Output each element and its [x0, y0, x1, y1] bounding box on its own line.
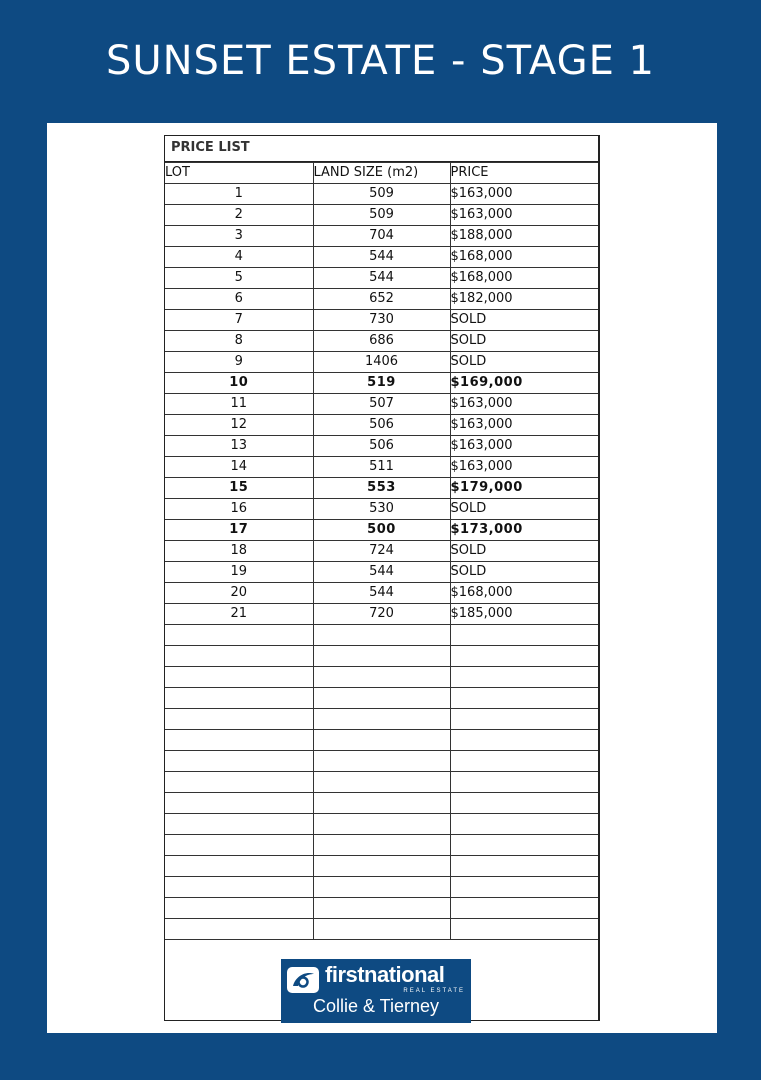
- land-size-cell: 507: [313, 394, 450, 415]
- lot-cell: 3: [165, 226, 313, 247]
- column-header-land-size: LAND SIZE (m2): [313, 163, 450, 184]
- empty-cell: [165, 877, 313, 898]
- lot-cell: 19: [165, 562, 313, 583]
- lot-cell: 15: [165, 478, 313, 499]
- table-row: [165, 331, 598, 352]
- price-cell: SOLD: [450, 331, 598, 352]
- price-cell: $163,000: [450, 184, 598, 205]
- table-row: [165, 583, 598, 604]
- lot-cell: 11: [165, 394, 313, 415]
- lot-cell: 16: [165, 499, 313, 520]
- empty-cell: [450, 814, 598, 835]
- table-row: [165, 310, 598, 331]
- land-size-cell: 724: [313, 541, 450, 562]
- empty-cell: [165, 709, 313, 730]
- logo-office-name: Collie & Tierney: [312, 996, 440, 1016]
- empty-table-row: [165, 814, 598, 835]
- price-cell: $168,000: [450, 247, 598, 268]
- page-title: SUNSET ESTATE - STAGE 1: [105, 38, 656, 84]
- land-size-cell: 704: [313, 226, 450, 247]
- price-cell: $163,000: [450, 457, 598, 478]
- empty-table-row: [165, 730, 598, 751]
- empty-cell: [313, 877, 450, 898]
- price-list-heading: PRICE LIST: [165, 136, 598, 162]
- lot-cell: 10: [165, 373, 313, 394]
- table-row: [165, 205, 598, 226]
- table-row: [165, 352, 598, 373]
- land-size-cell: 730: [313, 310, 450, 331]
- empty-cell: [450, 856, 598, 877]
- price-cell: SOLD: [450, 562, 598, 583]
- empty-table-row: [165, 856, 598, 877]
- lot-cell: 9: [165, 352, 313, 373]
- empty-cell: [313, 772, 450, 793]
- empty-cell: [165, 835, 313, 856]
- land-size-cell: 652: [313, 289, 450, 310]
- land-size-cell: 500: [313, 520, 450, 541]
- empty-cell: [450, 772, 598, 793]
- table-row: [165, 415, 598, 436]
- firstnational-swirl-icon: [287, 967, 319, 993]
- lot-cell: 6: [165, 289, 313, 310]
- lot-cell: 8: [165, 331, 313, 352]
- price-rows: [165, 184, 598, 940]
- land-size-cell: 519: [313, 373, 450, 394]
- lot-cell: 7: [165, 310, 313, 331]
- land-size-cell: 509: [313, 205, 450, 226]
- empty-cell: [313, 793, 450, 814]
- empty-cell: [450, 646, 598, 667]
- price-cell: SOLD: [450, 541, 598, 562]
- lot-cell: 21: [165, 604, 313, 625]
- table-row: [165, 604, 598, 625]
- table-row: [165, 436, 598, 457]
- table-row: [165, 520, 598, 541]
- table-row: [165, 499, 598, 520]
- empty-table-row: [165, 751, 598, 772]
- empty-cell: [450, 751, 598, 772]
- lot-cell: 18: [165, 541, 313, 562]
- logo-subtitle: REAL ESTATE: [403, 988, 465, 994]
- empty-cell: [450, 688, 598, 709]
- table-row: [165, 247, 598, 268]
- price-list-sheet: [164, 135, 600, 1021]
- land-size-cell: 544: [313, 268, 450, 289]
- empty-table-row: [165, 877, 598, 898]
- empty-cell: [313, 856, 450, 877]
- empty-table-row: [165, 667, 598, 688]
- price-cell: SOLD: [450, 499, 598, 520]
- empty-cell: [450, 835, 598, 856]
- land-size-cell: 509: [313, 184, 450, 205]
- empty-cell: [165, 625, 313, 646]
- lot-cell: 2: [165, 205, 313, 226]
- price-cell: $185,000: [450, 604, 598, 625]
- empty-cell: [165, 856, 313, 877]
- price-cell: $168,000: [450, 268, 598, 289]
- price-table: [165, 162, 598, 940]
- empty-cell: [313, 667, 450, 688]
- lot-cell: 14: [165, 457, 313, 478]
- logo-brand-text: firstnational: [325, 962, 445, 987]
- price-cell: $179,000: [450, 478, 598, 499]
- price-cell: $173,000: [450, 520, 598, 541]
- empty-cell: [165, 751, 313, 772]
- empty-cell: [313, 688, 450, 709]
- table-row: [165, 457, 598, 478]
- empty-cell: [450, 730, 598, 751]
- table-row: [165, 289, 598, 310]
- empty-table-row: [165, 709, 598, 730]
- empty-cell: [313, 730, 450, 751]
- empty-cell: [165, 667, 313, 688]
- price-cell: $168,000: [450, 583, 598, 604]
- empty-cell: [165, 646, 313, 667]
- table-row: [165, 184, 598, 205]
- land-size-cell: 720: [313, 604, 450, 625]
- price-cell: SOLD: [450, 352, 598, 373]
- empty-cell: [450, 877, 598, 898]
- empty-table-row: [165, 688, 598, 709]
- empty-cell: [313, 835, 450, 856]
- land-size-cell: 1406: [313, 352, 450, 373]
- empty-cell: [450, 667, 598, 688]
- table-row: [165, 562, 598, 583]
- header-row: [165, 163, 598, 184]
- empty-cell: [313, 814, 450, 835]
- price-cell: $163,000: [450, 415, 598, 436]
- empty-cell: [450, 793, 598, 814]
- empty-cell: [313, 709, 450, 730]
- table-row: [165, 373, 598, 394]
- empty-cell: [313, 919, 450, 940]
- empty-table-row: [165, 646, 598, 667]
- land-size-cell: 544: [313, 562, 450, 583]
- lot-cell: 17: [165, 520, 313, 541]
- empty-cell: [165, 814, 313, 835]
- price-cell: $163,000: [450, 394, 598, 415]
- firstnational-logo: [281, 959, 471, 1023]
- land-size-cell: 511: [313, 457, 450, 478]
- lot-cell: 20: [165, 583, 313, 604]
- empty-cell: [450, 625, 598, 646]
- empty-cell: [450, 919, 598, 940]
- price-cell: $188,000: [450, 226, 598, 247]
- land-size-cell: 506: [313, 436, 450, 457]
- price-cell: SOLD: [450, 310, 598, 331]
- lot-cell: 12: [165, 415, 313, 436]
- empty-cell: [450, 898, 598, 919]
- land-size-cell: 544: [313, 247, 450, 268]
- empty-cell: [165, 772, 313, 793]
- land-size-cell: 530: [313, 499, 450, 520]
- lot-cell: 4: [165, 247, 313, 268]
- empty-cell: [165, 898, 313, 919]
- empty-cell: [165, 730, 313, 751]
- land-size-cell: 686: [313, 331, 450, 352]
- land-size-cell: 544: [313, 583, 450, 604]
- lot-cell: 1: [165, 184, 313, 205]
- table-row: [165, 226, 598, 247]
- empty-cell: [450, 709, 598, 730]
- land-size-cell: 506: [313, 415, 450, 436]
- lot-cell: 13: [165, 436, 313, 457]
- column-header-lot: LOT: [165, 163, 313, 184]
- empty-cell: [165, 793, 313, 814]
- price-cell: $182,000: [450, 289, 598, 310]
- price-list-panel: [47, 123, 717, 1033]
- empty-cell: [313, 646, 450, 667]
- column-header-price: PRICE: [450, 163, 598, 184]
- empty-cell: [313, 751, 450, 772]
- empty-cell: [165, 919, 313, 940]
- table-row: [165, 541, 598, 562]
- empty-table-row: [165, 898, 598, 919]
- price-cell: $163,000: [450, 205, 598, 226]
- logo-area: [165, 949, 598, 1022]
- price-cell: $163,000: [450, 436, 598, 457]
- land-size-cell: 553: [313, 478, 450, 499]
- table-row: [165, 478, 598, 499]
- empty-table-row: [165, 835, 598, 856]
- table-row: [165, 268, 598, 289]
- empty-table-row: [165, 793, 598, 814]
- lot-cell: 5: [165, 268, 313, 289]
- empty-table-row: [165, 772, 598, 793]
- table-row: [165, 394, 598, 415]
- empty-cell: [313, 898, 450, 919]
- price-cell: $169,000: [450, 373, 598, 394]
- empty-table-row: [165, 919, 598, 940]
- empty-table-row: [165, 625, 598, 646]
- empty-cell: [165, 688, 313, 709]
- empty-cell: [313, 625, 450, 646]
